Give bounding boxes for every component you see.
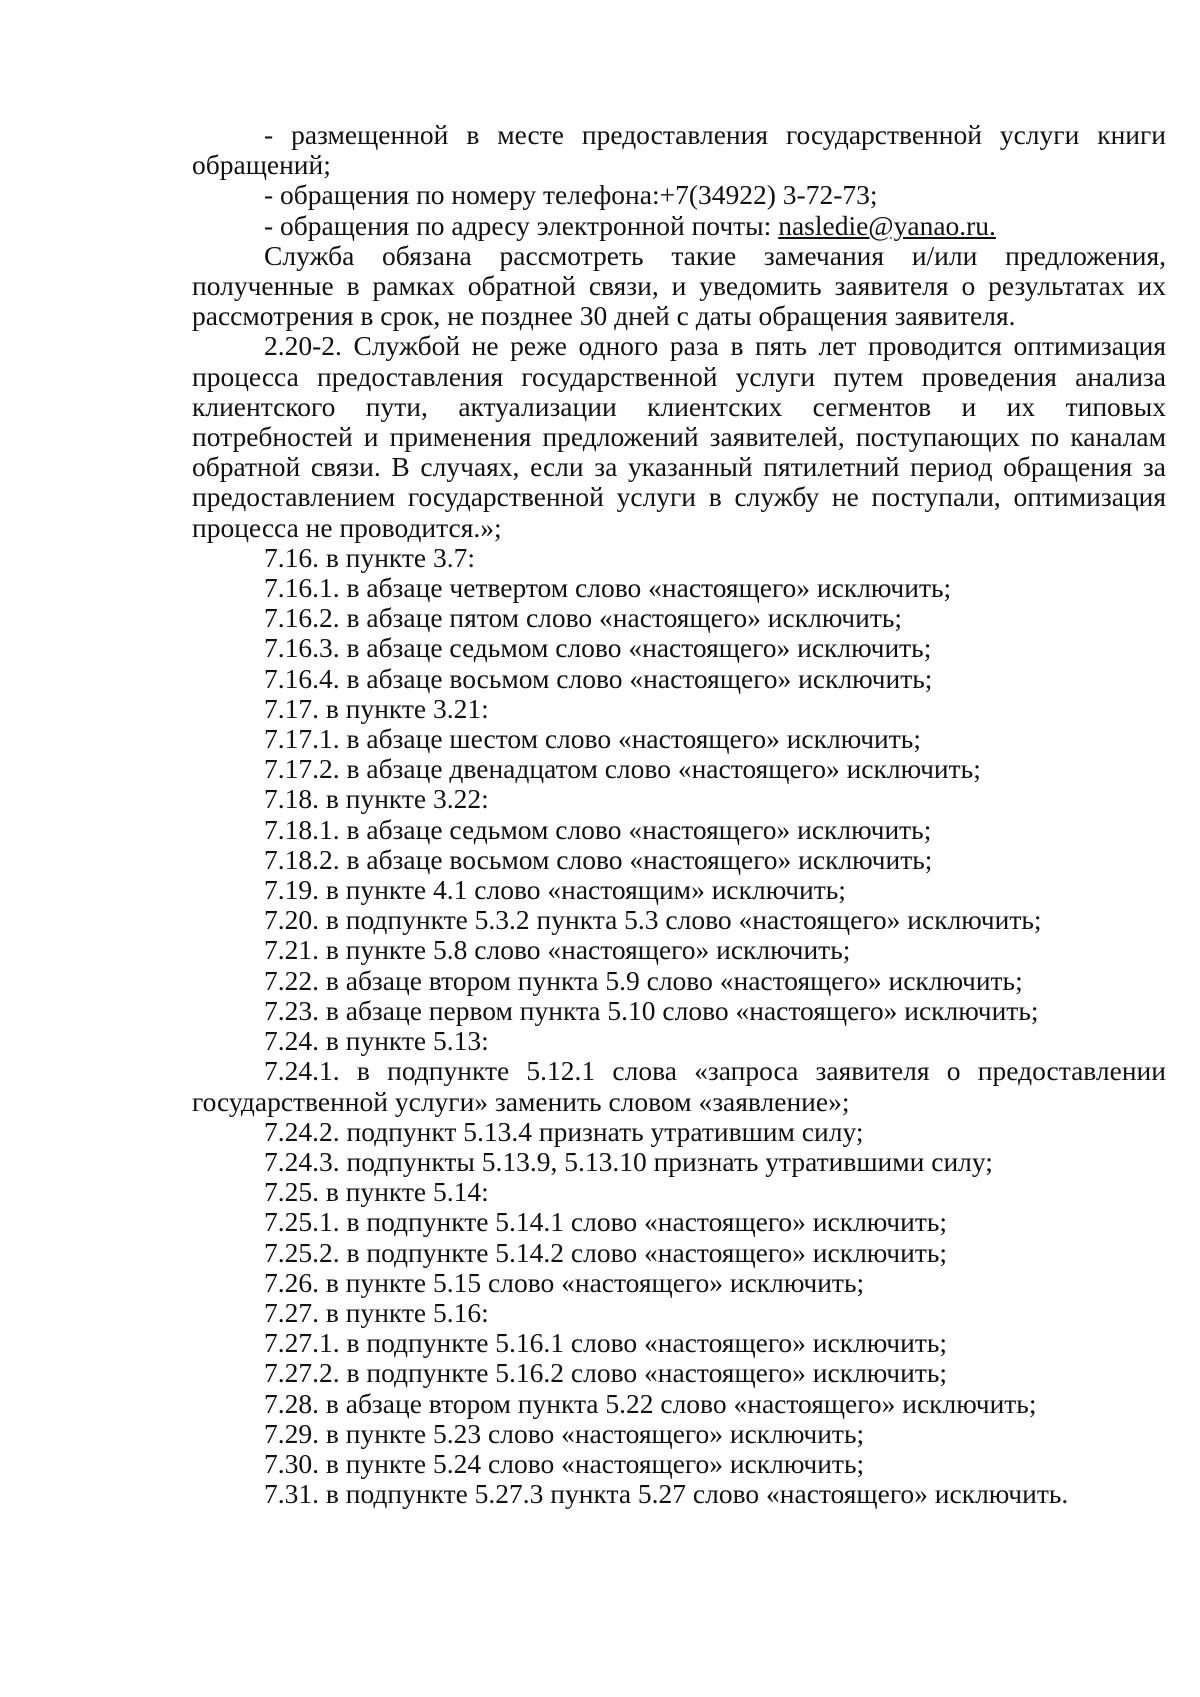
amendment-item: 7.16. в пункте 3.7:: [264, 541, 476, 573]
amendment-item: 7.16.3. в абзаце седьмом слово «настоящего» исключить;: [264, 632, 932, 664]
paragraph-7-24-1: 7.24.1. в подпункте 5.12.1 слова «запроса заявителя о предоставлении государственной услуги» заменить словом «заявление»;: [192, 1055, 1166, 1117]
amendment-item: 7.17. в пункте 3.21:: [264, 692, 489, 724]
amendment-item: 7.31. в подпункте 5.27.3 пункта 5.27 слово «настоящего» исключить.: [264, 1478, 1069, 1510]
paragraph-service-obligation: Служба обязана рассмотреть такие замечания и/или предложения, полученные в рамках обратной связи, и уведомить заявителя о результатах их рассмотрения в срок, не позднее 30 дней с даты обращения заявителя.: [192, 239, 1166, 332]
amendment-list-a: [192, 543, 1166, 1056]
amendment-item: 7.25.1. в подпункте 5.14.1 слово «настоящего» исключить;: [264, 1206, 948, 1238]
intro-line-email: [192, 211, 1166, 241]
amendment-item: 7.23. в абзаце первом пункта 5.10 слово «настоящего» исключить;: [264, 994, 1039, 1026]
amendment-item: 7.27. в пункте 5.16:: [264, 1296, 489, 1328]
amendment-item: 7.27.2. в подпункте 5.16.2 слово «настоящего» исключить;: [264, 1357, 948, 1389]
amendment-list-b: [192, 1117, 1166, 1510]
amendment-item: 7.17.1. в абзаце шестом слово «настоящего» исключить;: [264, 723, 921, 755]
amendment-item: 7.25.2. в подпункте 5.14.2 слово «настоящего» исключить;: [264, 1236, 948, 1268]
amendment-item: 7.16.4. в абзаце восьмом слово «настоящего» исключить;: [264, 662, 933, 694]
amendment-item: 7.24.3. подпункты 5.13.9, 5.13.10 признать утратившими силу;: [264, 1145, 993, 1177]
amendment-item: 7.19. в пункте 4.1 слово «настоящим» исключить;: [264, 874, 846, 906]
amendment-item: 7.29. в пункте 5.23 слово «настоящего» исключить;: [264, 1417, 865, 1449]
amendment-item: 7.25. в пункте 5.14:: [264, 1176, 489, 1208]
amendment-item: 7.24. в пункте 5.13:: [264, 1025, 489, 1057]
amendment-item: 7.27.1. в подпункте 5.16.1 слово «настоящего» исключить;: [264, 1327, 948, 1359]
amendment-item: 7.17.2. в абзаце двенадцатом слово «настоящего» исключить;: [264, 753, 981, 785]
document-page: [192, 120, 1166, 1509]
amendment-item: 7.18. в пункте 3.22:: [264, 783, 489, 815]
paragraph-2-20-2: 2.20-2. Службой не реже одного раза в пять лет проводится оптимизация процесса предоставления государственной услуги путем проведения анализа клиентского пути, актуализации клиентских сегментов и их типовых потребностей и применения предложений заявителей, поступающих по каналам обратной связи. В случаях, если за указанный пятилетний период обращения за предоставлением государственной услуги в службу не поступали, оптимизация процесса не проводится.»;: [192, 330, 1166, 543]
intro-line-book: - размещенной в месте предоставления государственной услуги книги обращений;: [192, 119, 1166, 181]
amendment-item: 7.18.2. в абзаце восьмом слово «настоящего» исключить;: [264, 843, 933, 875]
amendment-item: 7.20. в подпункте 5.3.2 пункта 5.3 слово «настоящего» исключить;: [264, 904, 1042, 936]
amendment-item: 7.28. в абзаце втором пункта 5.22 слово «настоящего» исключить;: [264, 1387, 1037, 1419]
amendment-item: 7.16.2. в абзаце пятом слово «настоящего» исключить;: [264, 602, 903, 634]
intro-line-phone: - обращения по номеру телефона:+7(34922) 3-72-73;: [264, 179, 878, 211]
email-link[interactable]: nasledie@yanao.ru.: [778, 209, 996, 241]
amendment-item: 7.16.1. в абзаце четвертом слово «настоящего» исключить;: [264, 572, 952, 604]
email-prefix: - обращения по адресу электронной почты:: [264, 209, 779, 241]
amendment-item: 7.22. в абзаце втором пункта 5.9 слово «настоящего» исключить;: [264, 964, 1023, 996]
amendment-item: 7.30. в пункте 5.24 слово «настоящего» исключить;: [264, 1447, 865, 1479]
amendment-item: 7.26. в пункте 5.15 слово «настоящего» исключить;: [264, 1266, 865, 1298]
amendment-item: 7.21. в пункте 5.8 слово «настоящего» исключить;: [264, 934, 851, 966]
amendment-item: 7.24.2. подпункт 5.13.4 признать утратившим силу;: [264, 1115, 864, 1147]
amendment-item: 7.18.1. в абзаце седьмом слово «настоящего» исключить;: [264, 813, 932, 845]
